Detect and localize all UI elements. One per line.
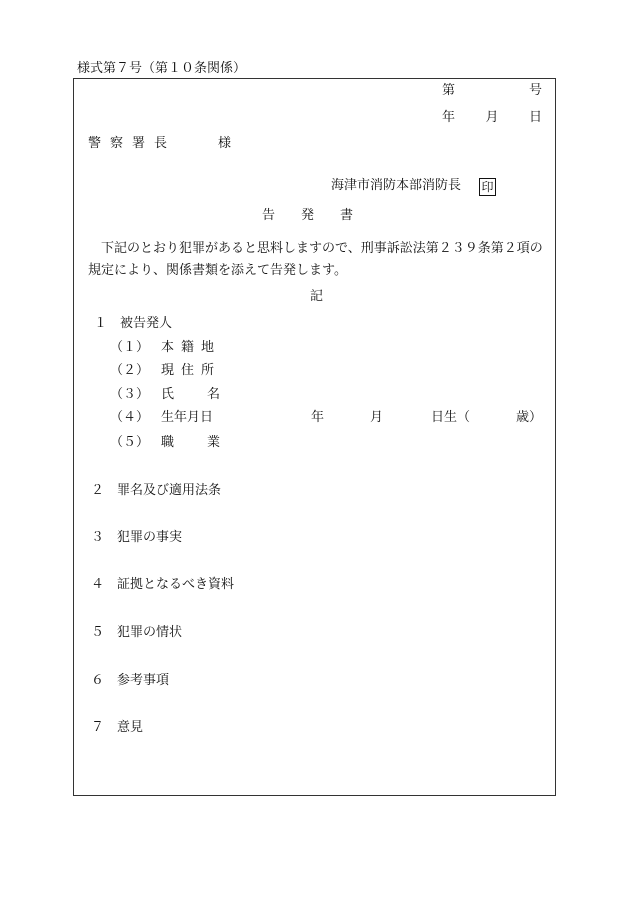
date-line (442, 111, 542, 124)
birth-year: 年 (311, 410, 325, 425)
date-day: 日 (528, 110, 542, 125)
date-year: 年 (442, 110, 456, 125)
section-1-label: １ 被告発人 (94, 316, 173, 331)
item-num: （５） (110, 435, 150, 450)
item-label: 本籍地 (161, 340, 222, 355)
date-month: 月 (485, 110, 499, 125)
ki-label: 記 (310, 289, 324, 304)
form-label: 様式第７号（第１０条関係） (77, 61, 247, 76)
section-3: ３ 犯罪の事実 (91, 530, 183, 545)
addressee-honorific: 様 (218, 136, 232, 151)
item-label: 生年月日 (161, 410, 214, 425)
birth-month: 月 (370, 410, 384, 425)
item-num: （２） (110, 363, 150, 378)
document-title: 告発書 (262, 208, 380, 223)
body-text: 下記のとおり犯罪があると思料しますので、刑事訴訟法第２３９条第２項の規定により、関係書類を添えて告発します。 (88, 241, 543, 278)
item-num: （３） (110, 387, 150, 402)
item-label: 職業 (161, 435, 254, 450)
section-5: ５ 犯罪の情状 (91, 625, 183, 640)
section-2: ２ 罪名及び適用法条 (91, 483, 222, 498)
seal-box: 印 (479, 178, 496, 196)
item-num: （４） (110, 410, 150, 425)
number-suffix: 号 (528, 83, 542, 98)
birth-day: 日生（ (431, 410, 471, 425)
section-4: ４ 証拠となるべき資料 (91, 577, 235, 592)
sender-line (331, 178, 496, 196)
number-prefix: 第 (442, 83, 456, 98)
age: 歳） (516, 410, 543, 425)
section-6: ６ 参考事項 (91, 673, 170, 688)
addressee-name: 警察署長 (88, 136, 177, 151)
section-7: ７ 意見 (91, 720, 144, 735)
item-label: 氏名 (161, 387, 254, 402)
item-label: 現住所 (161, 363, 222, 378)
sender-name: 海津市消防本部消防長 (331, 178, 462, 193)
item-num: （１） (110, 340, 150, 355)
document-number-line (442, 84, 542, 97)
